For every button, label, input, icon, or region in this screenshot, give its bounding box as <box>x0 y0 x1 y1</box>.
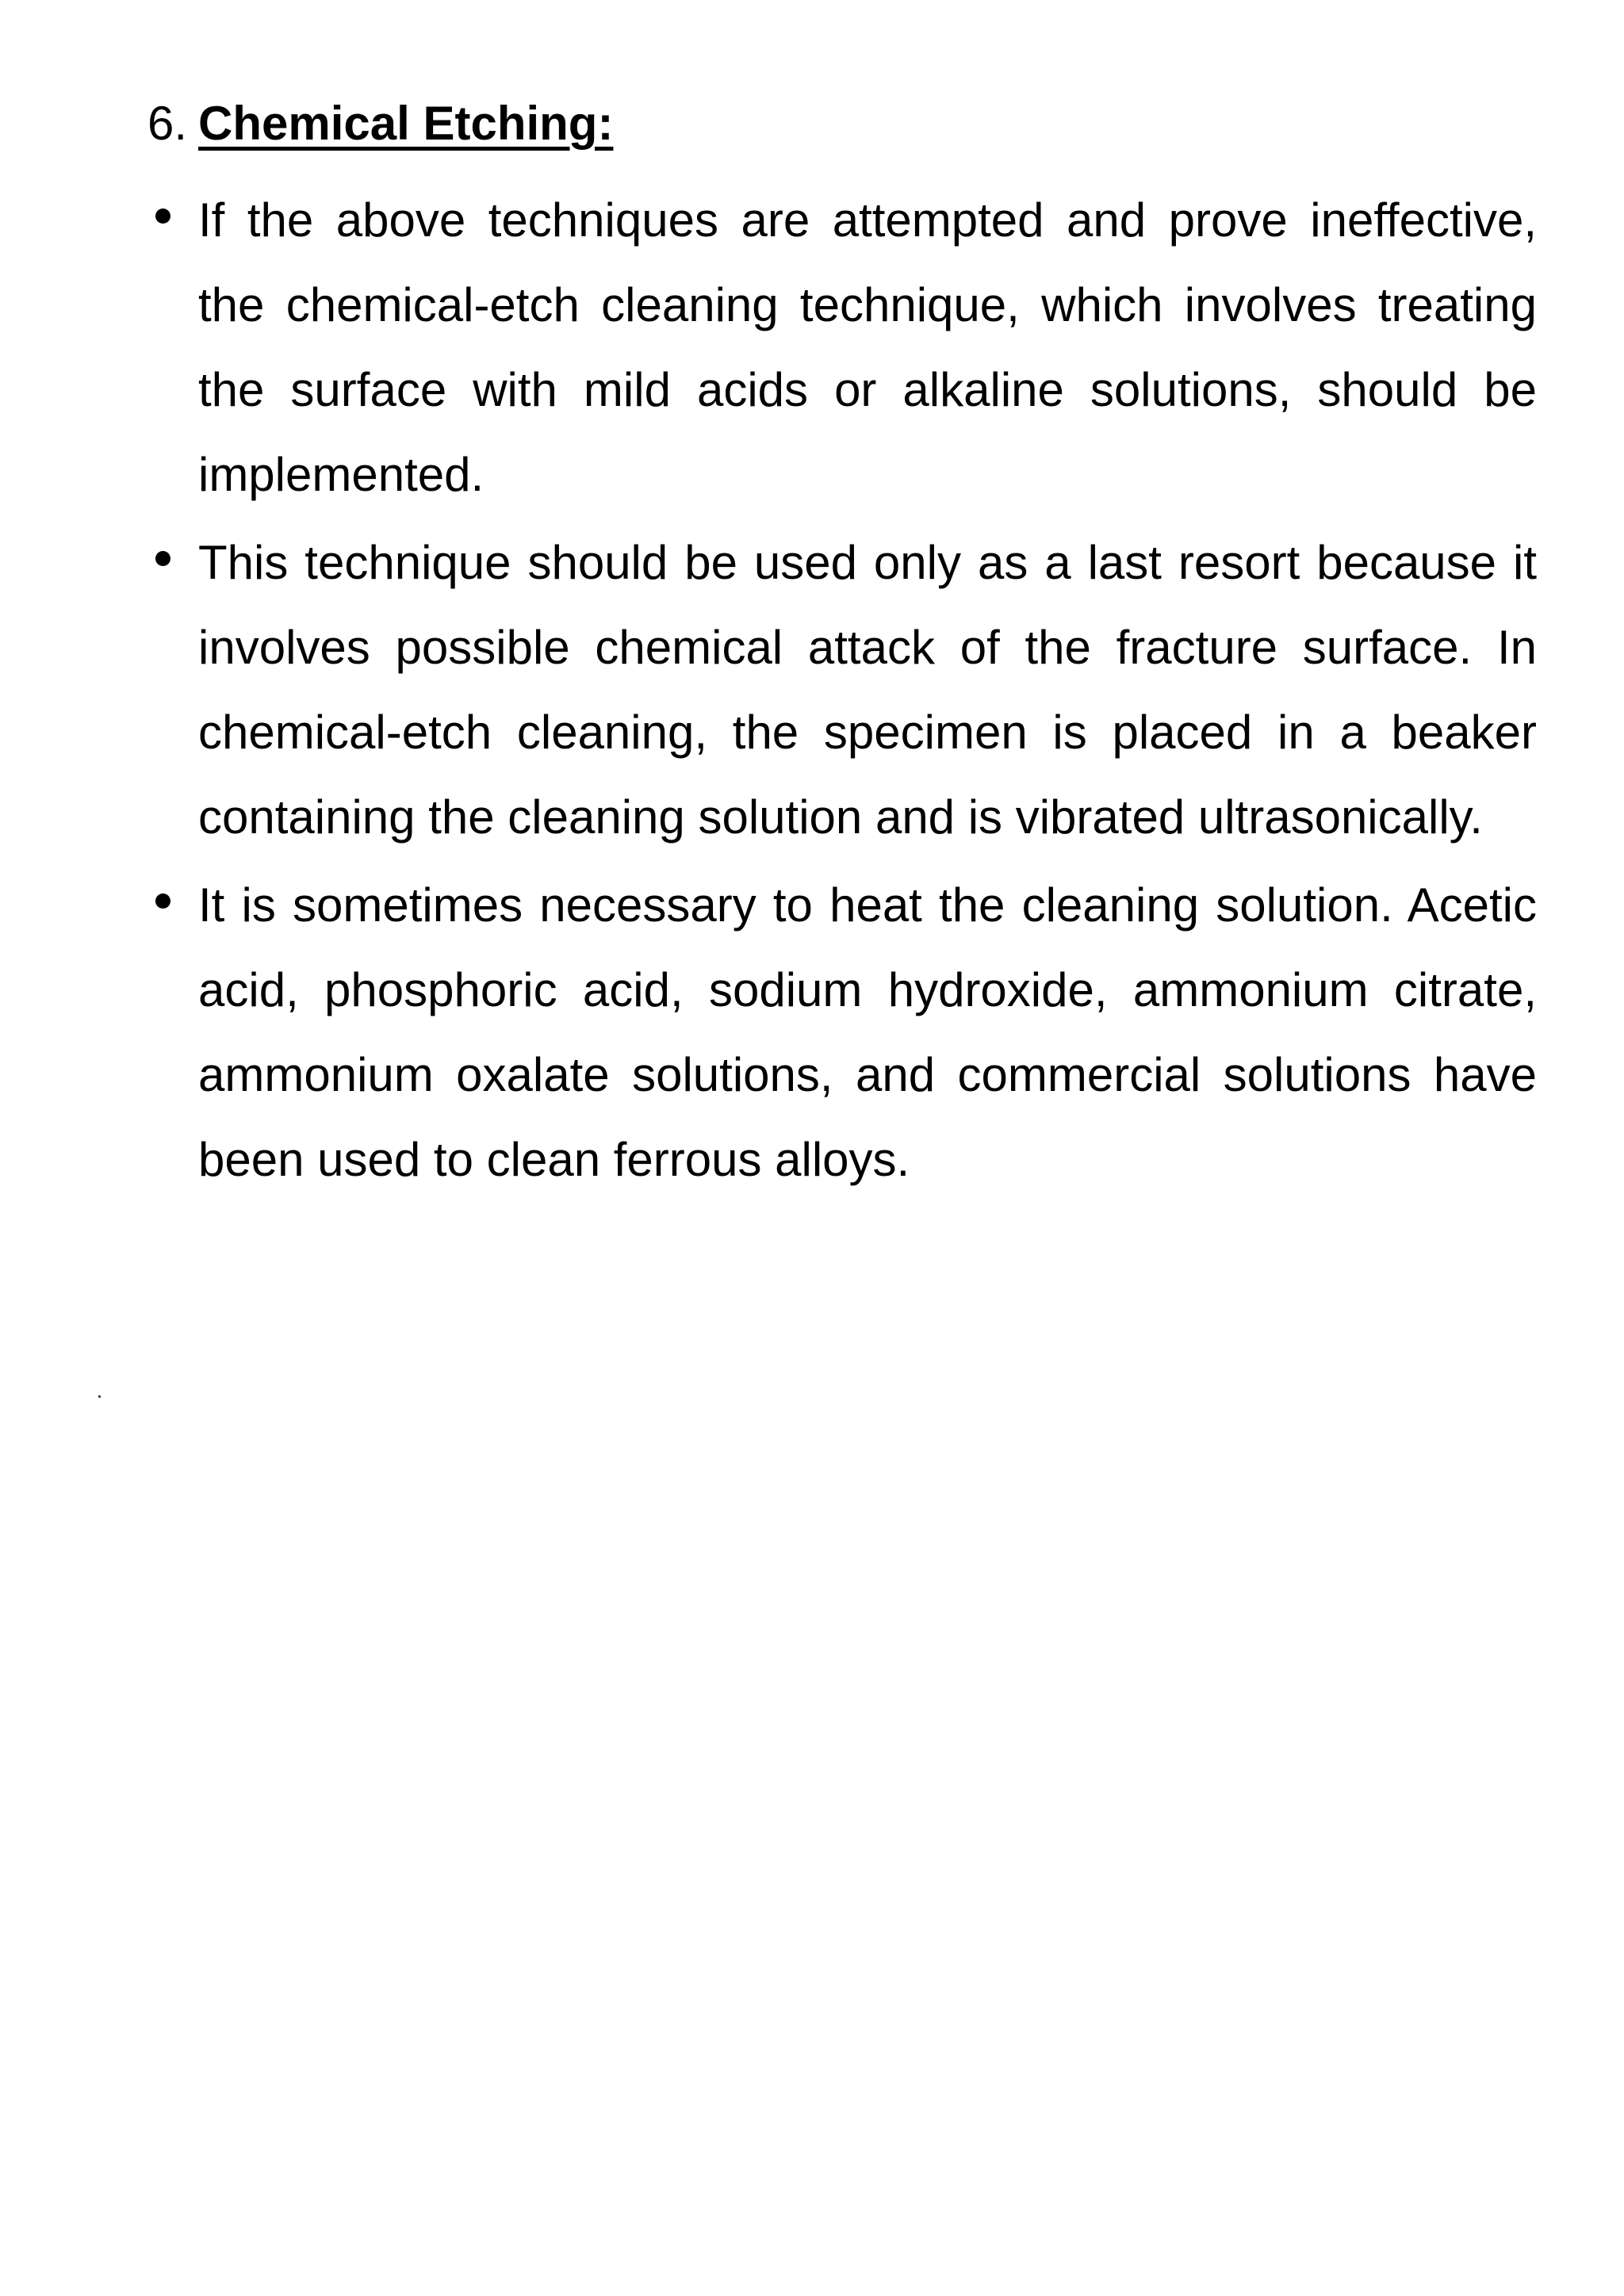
bullet-icon <box>155 209 170 224</box>
bullet-icon <box>155 894 170 909</box>
bullet-text: It is sometimes necessary to heat the cleaning solution. Acetic acid, phosphoric acid, sodium hydroxide, ammonium citrate, ammonium oxalate solutions, and commercial solutions have been used to clean ferrous alloys. <box>198 878 1537 1186</box>
stray-dot-mark <box>98 1395 101 1398</box>
bullet-text: If the above techniques are attempted and prove ineffective, the chemical-etch cleaning technique, which involves treating the surface with mild acids or alkaline solutions, should be implemented. <box>198 193 1537 501</box>
bullet-list <box>147 178 1537 1205</box>
bullet-item <box>147 178 1537 517</box>
bullet-icon <box>155 551 170 566</box>
section-number: 6. <box>147 97 188 150</box>
bullet-item <box>147 520 1537 859</box>
bullet-text: This technique should be used only as a last resort because it involves possible chemical attack of the fracture surface. In chemical-etch cleaning, the specimen is placed in a beaker containing the cleaning solution and is vibrated ultrasonically. <box>198 536 1537 844</box>
section-heading <box>147 89 613 159</box>
section-title: Chemical Etching: <box>198 97 614 150</box>
bullet-item <box>147 863 1537 1202</box>
